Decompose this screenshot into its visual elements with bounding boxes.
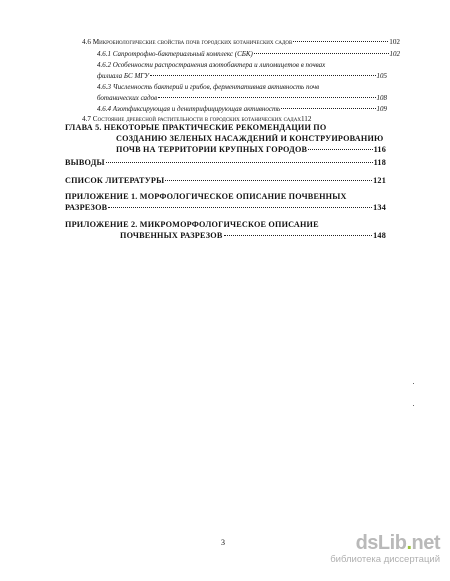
toc-entry [97, 83, 400, 91]
watermark [330, 533, 440, 565]
toc-leader [165, 179, 372, 181]
toc-chapter [120, 231, 386, 240]
toc-entry-page: 118 [373, 158, 386, 167]
toc-entry-page: 112 [300, 115, 312, 123]
toc-leader [106, 161, 373, 163]
toc-entry-text: ВЫВОДЫ [65, 158, 105, 167]
toc-chapter [116, 145, 386, 154]
scan-speck [413, 383, 414, 384]
toc-entry-page: 102 [389, 50, 400, 58]
toc-entry [97, 94, 387, 102]
scan-speck [413, 405, 414, 406]
toc-entry-text: 4.6 Микробиологические свойства почв городских ботанических садов [82, 38, 293, 46]
logo-main-text: dsLib [355, 532, 407, 554]
toc-entry-page: 108 [376, 94, 387, 102]
page-number: 3 [221, 538, 225, 547]
toc-entry-text: ПРИЛОЖЕНИЕ 1. МОРФОЛОГИЧЕСКОЕ ОПИСАНИЕ ПОЧВЕННЫХ [65, 192, 347, 201]
toc-leader [254, 52, 389, 54]
toc-leader [308, 148, 372, 150]
toc-entry-text: 4.6.3 Численность бактерий и грибов, ферментативная активность почв [97, 83, 320, 91]
toc-entry-text: 4.6.4 Азотфиксирующая и денитрифицирующая активность [97, 105, 281, 113]
toc-entry-text: 4.6.1 Сапротрофно-бактериальный комплекс (СБК) [97, 50, 253, 58]
toc-entry-page: 121 [373, 176, 386, 185]
toc-entry [97, 50, 400, 58]
toc-chapter [65, 203, 386, 212]
toc-leader [108, 206, 372, 208]
toc-entry-text: ГЛАВА 5. НЕКОТОРЫЕ ПРАКТИЧЕСКИЕ РЕКОМЕНДАЦИИ ПО [65, 123, 327, 132]
toc-leader [150, 74, 376, 76]
toc-entry [82, 38, 400, 46]
toc-chapter [65, 176, 386, 185]
toc-chapter [65, 123, 400, 132]
toc-entry-text: РАЗРЕЗОВ [65, 203, 108, 212]
toc-chapter [65, 192, 400, 201]
toc-entry-text: ПОЧВ НА ТЕРРИТОРИИ КРУПНЫХ ГОРОДОВ [116, 145, 308, 154]
toc-entry-page: 148 [373, 231, 386, 240]
toc-entry [97, 105, 387, 113]
logo-dot: . [406, 532, 412, 554]
toc-entry-page: 105 [376, 72, 387, 80]
toc-chapter [116, 134, 400, 143]
toc-entry-text: филиала БС МГУ [97, 72, 149, 80]
toc-entry-page: 134 [373, 203, 386, 212]
toc-entry-text: СПИСОК ЛИТЕРАТУРЫ [65, 176, 165, 185]
toc-leader [158, 96, 375, 98]
toc-entry [97, 72, 387, 80]
toc-leader [224, 234, 373, 236]
toc-entry-text: 4.7 Состояние древесной растительности в городских ботанических садах [82, 115, 301, 123]
toc-entry-page: 116 [373, 145, 386, 154]
toc-entry [82, 115, 400, 123]
watermark-subtitle: библиотека диссертаций [330, 554, 440, 565]
toc-entry [97, 61, 400, 69]
watermark-logo [330, 533, 440, 553]
toc-chapter [65, 158, 386, 167]
toc-entry-page: 109 [376, 105, 387, 113]
toc-leader [281, 107, 375, 109]
toc-chapter [65, 220, 400, 229]
logo-tld-text: net [411, 532, 440, 554]
toc-entry-text: 4.6.2 Особенности распространения азотобактера и липомицетов в почвах [97, 61, 326, 69]
toc-entry-text: СОЗДАНИЮ ЗЕЛЕНЫХ НАСАЖДЕНИЙ И КОНСТРУИРОВАНИЮ [116, 134, 384, 143]
toc-entry-text: ПРИЛОЖЕНИЕ 2. МИКРОМОРФОЛОГИЧЕСКОЕ ОПИСАНИЕ [65, 220, 319, 229]
toc-leader [293, 40, 388, 42]
toc-entry-page: 102 [389, 38, 400, 46]
toc-entry-text: ботанических садов [97, 94, 158, 102]
toc-entry-text: ПОЧВЕННЫХ РАЗРЕЗОВ [120, 231, 223, 240]
